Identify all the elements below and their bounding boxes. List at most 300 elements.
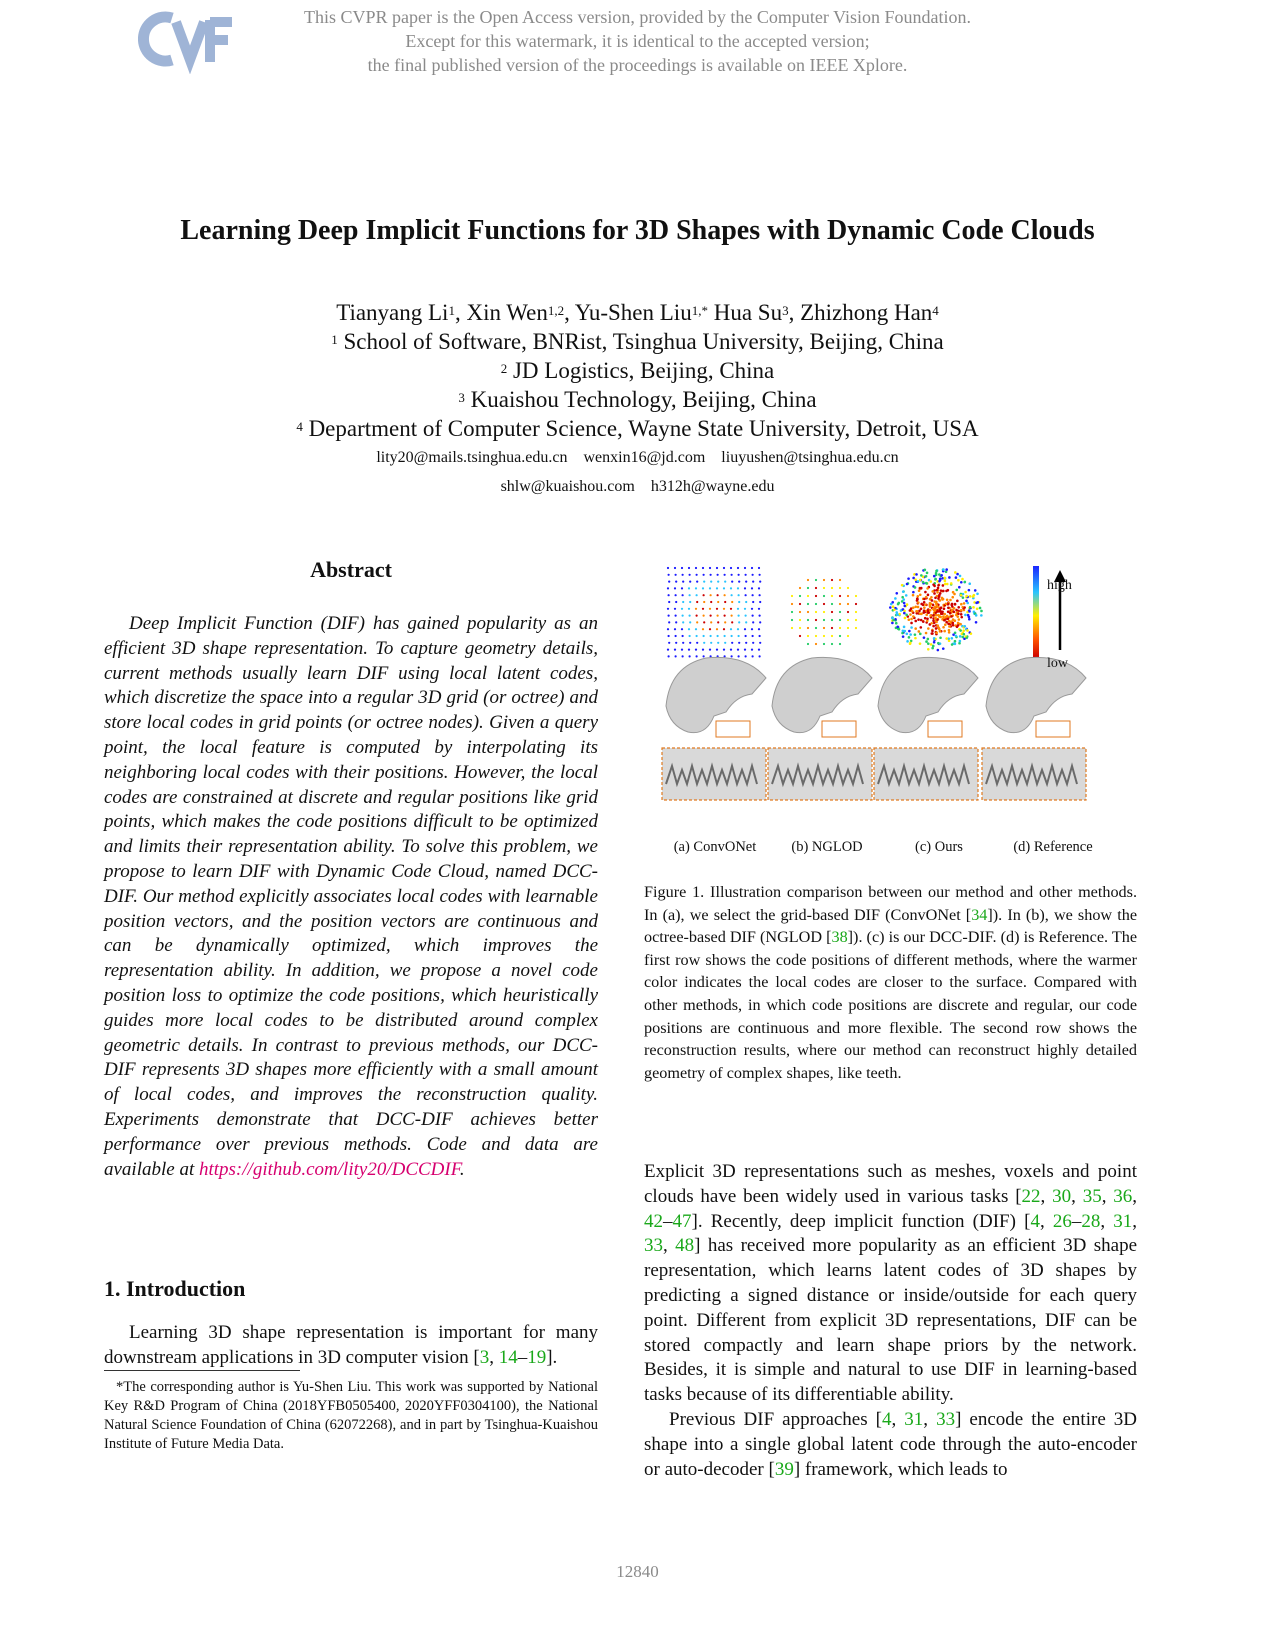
author-list: Tianyang Li$^1$, Xin Wen$^{1,2}$, Yu-Shen Liu$^{1,*}$ Hua Su$^3$, Zhizhong Han$^4$: [336, 300, 939, 325]
code-point: [927, 648, 930, 651]
code-point: [682, 655, 684, 657]
code-point: [964, 591, 967, 594]
code-point: [688, 567, 690, 569]
code-point: [675, 635, 677, 637]
code-point: [959, 575, 962, 578]
zoom-region-box: [928, 721, 962, 737]
code-point: [968, 589, 971, 592]
code-point: [710, 601, 712, 603]
code-point: [919, 633, 922, 636]
code-point: [965, 636, 968, 639]
code-point: [952, 633, 955, 636]
code-point: [710, 615, 712, 617]
code-point: [958, 618, 961, 621]
body-text: ] has received more popularity as an efficient 3D shape representation, which learns latent codes of 3D shapes by predicting a signed distance or inside/outside for each query point. Different from explicit 3D representations, DIF can be stored compactly and learn shape priors by the network. Besides, it is simple and natural to use DIF in learning-based tasks because of its differentiable ability.: [644, 1235, 1138, 1406]
code-point: [938, 615, 941, 618]
watermark-line-1: This CVPR paper is the Open Access version, provided by the Computer Vision Foundation.: [303, 7, 972, 27]
code-point: [847, 595, 849, 597]
code-point: [974, 589, 977, 592]
code-point: [905, 614, 908, 617]
code-point: [898, 613, 901, 616]
code-point: [935, 631, 938, 634]
code-point: [894, 597, 897, 600]
code-point: [730, 649, 732, 651]
code-point: [668, 594, 670, 596]
code-point: [710, 642, 712, 644]
code-point: [936, 591, 939, 594]
code-point: [960, 581, 963, 584]
sublabel-convonet: (a) ConvONet: [673, 839, 757, 855]
citation[interactable]: 22: [1021, 1185, 1041, 1207]
code-point: [823, 619, 825, 621]
affiliation-text: Kuaishou Technology, Beijing, China: [470, 387, 817, 412]
citation[interactable]: 35: [1082, 1185, 1102, 1207]
code-point: [940, 589, 943, 592]
code-point: [847, 635, 849, 637]
code-point: [936, 604, 939, 607]
code-point: [737, 649, 739, 651]
abstract-end: .: [459, 1158, 465, 1180]
citation[interactable]: 3: [479, 1346, 490, 1368]
code-point: [724, 601, 726, 603]
code-point: [831, 635, 833, 637]
code-point: [929, 614, 932, 617]
code-point: [839, 603, 841, 605]
code-point: [954, 643, 957, 646]
code-point: [696, 655, 698, 657]
code-point: [960, 613, 963, 616]
code-point: [815, 627, 817, 629]
code-point: [695, 567, 697, 569]
author-name: Hua Su: [713, 300, 783, 325]
code-point: [730, 587, 732, 589]
sublabel-ours: (c) Ours: [915, 839, 963, 855]
code-point: [949, 612, 952, 615]
legend-low-label: low: [1047, 656, 1068, 671]
code-point: [709, 567, 711, 569]
code-point: [831, 611, 833, 613]
code-point: [759, 615, 761, 617]
code-point: [916, 595, 919, 598]
code-point: [891, 617, 894, 620]
code-point: [945, 571, 948, 574]
body-text: Explicit 3D representations such as meshes, voxels and point clouds have been widely used in various tasks [: [644, 1161, 1137, 1207]
code-point: [681, 608, 683, 610]
code-point: [696, 601, 698, 603]
code-point: [931, 632, 934, 635]
code-point: [979, 607, 982, 610]
caption-text: ]). In (b), we show the octree-based DIF (NGLOD [: [644, 905, 1137, 947]
code-point: [933, 637, 936, 640]
code-point: [717, 594, 719, 596]
code-point: [964, 581, 967, 584]
citation[interactable]: 47: [672, 1210, 692, 1232]
watermark-line-2: Except for this watermark, it is identical to the accepted version;: [405, 31, 870, 51]
code-point: [815, 643, 817, 645]
code-point: [964, 625, 967, 628]
code-point: [917, 630, 920, 633]
code-point: [689, 621, 691, 623]
code-point: [738, 655, 740, 657]
code-point: [682, 594, 684, 596]
code-point: [702, 649, 704, 651]
code-point: [932, 583, 935, 586]
code-point: [815, 619, 817, 621]
code-point: [696, 615, 698, 617]
code-point: [724, 574, 726, 576]
code-point: [904, 617, 907, 620]
code-point: [969, 595, 972, 598]
code-point: [923, 609, 926, 612]
code-point: [925, 640, 928, 643]
code-point: [731, 594, 733, 596]
code-point: [730, 567, 732, 569]
code-point: [682, 601, 684, 603]
code-point: [688, 608, 690, 610]
code-point: [897, 603, 900, 606]
citation[interactable]: 34: [971, 905, 988, 924]
code-point: [759, 621, 761, 623]
code-point: [942, 615, 945, 618]
code-point: [724, 642, 726, 644]
code-point: [799, 587, 801, 589]
code-point: [831, 627, 833, 629]
code-point: [682, 581, 684, 583]
code-point: [925, 632, 928, 635]
citation[interactable]: 42: [644, 1210, 663, 1232]
citation[interactable]: 33: [936, 1408, 956, 1430]
code-point: [689, 642, 691, 644]
code-point: [807, 627, 809, 629]
code-point: [716, 567, 718, 569]
code-point: [896, 626, 899, 629]
code-point: [674, 628, 676, 630]
code-point: [963, 637, 966, 640]
code-point: [724, 655, 726, 657]
citation[interactable]: 26: [1052, 1210, 1072, 1232]
citation[interactable]: 30: [1052, 1185, 1072, 1207]
code-point: [908, 630, 911, 633]
code-point: [745, 621, 747, 623]
code-point: [903, 602, 906, 605]
citation[interactable]: 4: [1030, 1210, 1040, 1232]
code-point: [939, 578, 942, 581]
email: wenxin16@jd.com: [583, 449, 706, 466]
code-point: [920, 619, 923, 622]
code-point: [823, 595, 825, 597]
code-point: [751, 628, 753, 630]
cite-end: ].: [546, 1346, 558, 1368]
code-point: [931, 599, 934, 602]
code-point: [791, 603, 793, 605]
code-point: [759, 642, 761, 644]
citation[interactable]: 28: [1081, 1210, 1101, 1232]
code-point: [759, 574, 761, 576]
affiliation-text: Department of Computer Science, Wayne State University, Detroit, USA: [308, 416, 979, 441]
citation[interactable]: 48: [675, 1235, 695, 1257]
citation[interactable]: 36: [1113, 1185, 1133, 1207]
code-link[interactable]: https://github.com/lity20/DCCDIF: [198, 1158, 460, 1180]
code-point: [924, 603, 927, 606]
code-point: [914, 627, 917, 630]
code-point: [696, 642, 698, 644]
code-point: [731, 581, 733, 583]
code-point: [936, 610, 939, 613]
code-point: [912, 577, 915, 580]
code-point: [745, 655, 747, 657]
code-point: [855, 603, 857, 605]
code-point: [745, 642, 747, 644]
code-point: [914, 637, 917, 640]
code-point: [930, 580, 933, 583]
code-point: [696, 594, 698, 596]
code-point: [925, 596, 928, 599]
code-point: [955, 609, 958, 612]
code-point: [943, 577, 946, 580]
code-point: [703, 601, 705, 603]
code-point: [975, 621, 978, 624]
footnote-rule: [104, 1370, 300, 1371]
code-point: [682, 574, 684, 576]
code-point: [942, 626, 945, 629]
citation[interactable]: 14: [498, 1346, 518, 1368]
code-point: [831, 595, 833, 597]
code-point: [815, 635, 817, 637]
code-point: [823, 635, 825, 637]
code-point: [922, 604, 925, 607]
code-point: [950, 582, 953, 585]
code-point: [895, 622, 898, 625]
code-point: [980, 610, 983, 613]
code-point: [823, 611, 825, 613]
code-point: [696, 635, 698, 637]
affiliation: [0, 414, 1275, 443]
citation[interactable]: 39: [774, 1458, 794, 1480]
code-point: [682, 635, 684, 637]
code-point: [751, 587, 753, 589]
code-point: [951, 643, 954, 646]
code-point: [791, 611, 793, 613]
code-point: [675, 621, 677, 623]
code-point: [710, 594, 712, 596]
code-point: [807, 579, 809, 581]
email: liuyushen@tsinghua.edu.cn: [721, 449, 899, 466]
code-point: [674, 649, 676, 651]
code-point: [951, 596, 954, 599]
code-point: [911, 610, 914, 613]
code-point: [759, 601, 761, 603]
code-point: [917, 606, 920, 609]
email-row: [0, 472, 1275, 501]
zoom-region-box: [1036, 721, 1070, 737]
code-point: [807, 635, 809, 637]
code-point: [703, 621, 705, 623]
code-point: [954, 571, 957, 574]
code-point: [667, 628, 669, 630]
code-point: [716, 628, 718, 630]
sublabel-nglod: (b) NGLOD: [791, 839, 863, 855]
code-point: [949, 599, 952, 602]
citation[interactable]: 4: [882, 1408, 892, 1430]
code-point: [689, 581, 691, 583]
code-point: [947, 603, 950, 606]
code-point: [910, 626, 913, 629]
code-point: [943, 630, 946, 633]
code-point: [731, 642, 733, 644]
citation[interactable]: 31: [1113, 1210, 1133, 1232]
code-point: [941, 612, 944, 615]
code-point: [791, 619, 793, 621]
code-point: [925, 582, 928, 585]
code-point: [759, 581, 761, 583]
code-point: [934, 617, 937, 620]
code-point: [925, 613, 928, 616]
code-point: [675, 642, 677, 644]
zoom-region-box: [822, 721, 856, 737]
sublabel-reference: (d) Reference: [1013, 839, 1093, 855]
code-point: [956, 573, 959, 576]
code-point: [696, 581, 698, 583]
code-point: [933, 592, 936, 595]
code-point: [717, 615, 719, 617]
paper-title: Learning Deep Implicit Functions for 3D Shapes with Dynamic Code Clouds: [180, 215, 1095, 246]
code-point: [668, 642, 670, 644]
code-point: [906, 583, 909, 586]
code-point: [920, 574, 923, 577]
code-point: [752, 574, 754, 576]
code-point: [954, 640, 957, 643]
code-point: [807, 619, 809, 621]
code-point: [942, 647, 945, 650]
code-point: [970, 632, 973, 635]
code-point: [980, 614, 983, 617]
code-point: [940, 574, 943, 577]
code-point: [976, 607, 979, 610]
code-point: [925, 575, 928, 578]
code-point: [954, 619, 957, 622]
code-point: [724, 594, 726, 596]
code-point: [961, 578, 964, 581]
code-point: [910, 622, 913, 625]
code-point: [709, 649, 711, 651]
code-point: [914, 578, 917, 581]
code-point: [953, 593, 956, 596]
code-point: [933, 575, 936, 578]
code-point: [710, 635, 712, 637]
code-point: [674, 608, 676, 610]
code-point: [737, 567, 739, 569]
code-point: [807, 595, 809, 597]
code-point: [957, 579, 960, 582]
code-point: [752, 581, 754, 583]
code-point: [955, 635, 958, 638]
affiliation: [0, 356, 1275, 385]
code-point: [943, 613, 946, 616]
code-point: [950, 604, 953, 607]
code-point: [702, 587, 704, 589]
code-point: [915, 610, 918, 613]
code-point: [674, 587, 676, 589]
code-point: [831, 643, 833, 645]
citation[interactable]: 33: [644, 1235, 663, 1257]
code-point: [926, 572, 929, 575]
code-point: [717, 601, 719, 603]
code-point: [709, 587, 711, 589]
code-point: [948, 629, 951, 632]
code-point: [943, 619, 946, 622]
code-point: [936, 624, 939, 627]
code-point: [944, 580, 947, 583]
code-point: [942, 584, 945, 587]
code-point: [716, 608, 718, 610]
code-point: [947, 589, 950, 592]
code-point: [752, 601, 754, 603]
code-point: [723, 649, 725, 651]
code-point: [737, 628, 739, 630]
code-point: [724, 581, 726, 583]
code-point: [752, 621, 754, 623]
code-point: [745, 615, 747, 617]
code-point: [945, 637, 948, 640]
code-point: [931, 630, 934, 633]
code-point: [839, 595, 841, 597]
code-point: [717, 581, 719, 583]
code-point: [931, 590, 934, 593]
code-point: [919, 587, 922, 590]
citation[interactable]: 38: [831, 928, 848, 947]
code-point: [689, 601, 691, 603]
code-point: [745, 594, 747, 596]
citation[interactable]: 31: [904, 1408, 924, 1430]
code-point: [709, 628, 711, 630]
code-point: [889, 606, 892, 609]
code-point: [926, 617, 929, 620]
body-text: ]. Recently, deep implicit function (DIF) [: [691, 1210, 1031, 1232]
footnote: *The corresponding author is Yu-Shen Liu. This work was supported by National Key R&D Program of China (2018YFB0505400, 2020YFF0304100), the National Natural Science Foundation of China (62072268), and in part by Tsinghua-Kuaishou Institute of Future Media Data.: [104, 1379, 598, 1452]
code-point: [738, 635, 740, 637]
cite-separator: –: [517, 1346, 528, 1368]
code-cloud-panel: [889, 568, 983, 651]
code-point: [940, 606, 943, 609]
code-point: [948, 631, 951, 634]
abstract-text: Deep Implicit Function (DIF) has gained popularity as an efficient 3D shape representation. To capture geometry details, current methods usually learn DIF using local latent codes, which discretize the space into a regular 3D grid (or octree) and store local codes in grid points (or octree nodes). Given a query point, the local feature is computed by interpolating its neighboring local codes with their positions. However, the local codes are constrained at discrete and regular positions like grid points, which makes the code positions difficult to be optimized and limits their representation ability. To solve this problem, we propose to learn DIF with Dynamic Code Cloud, named DCC-DIF. Our method explicitly associates local codes with learnable position vectors, and the position vectors are continuous and can be dynamically optimized, which improves the representation ability. In addition, we propose a novel code position loss to optimize the code positions, which heuristically guides more local codes to be distributed around complex geometric details. In contrast to previous methods, our DCC-DIF represents 3D shapes more efficiently with a small amount of local codes, and improves the reconstruction quality. Experiments demonstrate that DCC-DIF achieves better performance over previous methods. Code and data are available at: [104, 613, 598, 1180]
author-sup: 1: [448, 303, 455, 318]
code-point: [847, 603, 849, 605]
code-point: [901, 632, 904, 635]
code-point: [799, 635, 801, 637]
code-point: [965, 595, 968, 598]
code-point: [716, 587, 718, 589]
code-point: [709, 608, 711, 610]
code-point: [960, 616, 963, 619]
code-point: [752, 615, 754, 617]
code-point: [807, 587, 809, 589]
code-point: [938, 594, 941, 597]
code-point: [923, 606, 926, 609]
email: shlw@kuaishou.com: [500, 478, 635, 495]
code-point: [942, 598, 945, 601]
affiliation: [0, 385, 1275, 414]
code-point: [710, 581, 712, 583]
citation[interactable]: 19: [527, 1346, 547, 1368]
code-point: [831, 603, 833, 605]
code-point: [807, 603, 809, 605]
code-point: [945, 621, 948, 624]
code-point: [855, 619, 857, 621]
code-point: [752, 594, 754, 596]
code-point: [946, 599, 949, 602]
code-point: [959, 629, 962, 632]
